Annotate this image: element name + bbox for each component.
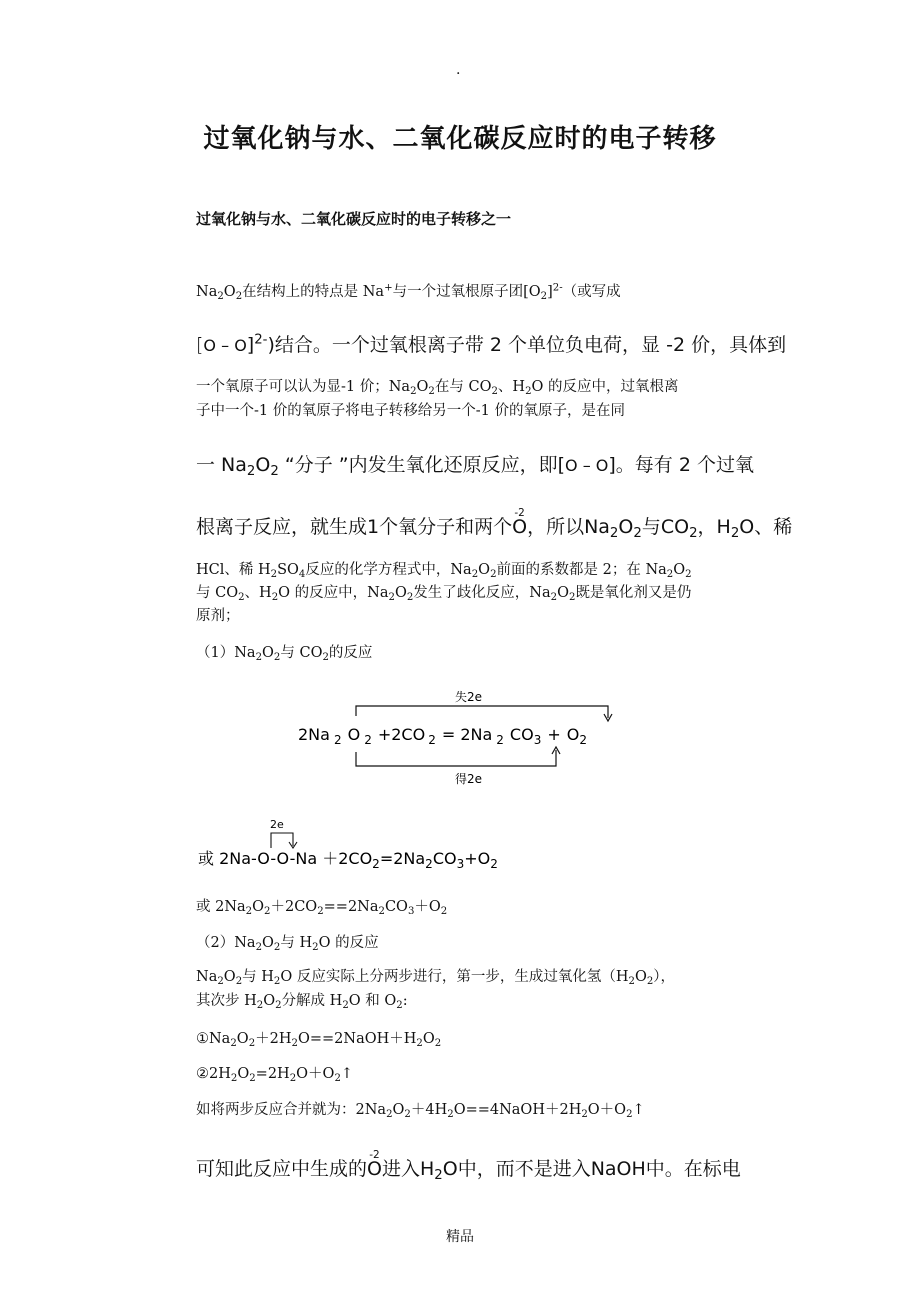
electron-transfer-equation bbox=[290, 688, 640, 788]
equation-line: 2Na $_2$ O $_2$ +2CO $_2$ = 2Na $_2$ $CO_3 + O_2$ bbox=[298, 725, 587, 747]
page-footer: 精品 bbox=[446, 1229, 474, 1245]
bracket-right-icon: ] bbox=[246, 334, 255, 356]
lose-electron-bracket bbox=[356, 706, 608, 718]
section-subtitle: 过氧化钠与水、二氧化碳反应时的电子转移之一 bbox=[196, 210, 512, 228]
paragraph-oxygen-valence: 一个氧原子可以认为显-1 价；$Na_2O_2$在与 $CO_2$、$H_2O$ 的反应中，过氧根离 bbox=[196, 379, 679, 398]
two-electron-label: 2e bbox=[270, 818, 284, 831]
equation-combined: 如将两步反应合并就为：$2Na_2O_2+4H_2O==4NaOH+2H_2O+O_2↑$ bbox=[196, 1102, 645, 1121]
equation-step-1: $①Na_2O_2+2H_2O==2NaOH+H_2O_2$ bbox=[196, 1031, 442, 1050]
bracket-right-icon: ] bbox=[608, 454, 616, 476]
gain-electron-bracket bbox=[356, 750, 556, 766]
section-co2-reaction: $(1)Na_2O_2$与 $CO_2$的反应 bbox=[196, 645, 373, 664]
lose-electron-label: 失2e bbox=[455, 690, 483, 704]
paragraph-electron-transfer: 子中一个-1 价的氧原子将电子转移给另一个-1 价的氧原子，是在同 bbox=[196, 403, 625, 419]
paragraph-peroxide-charge: [O – O]$^{2-}$)结合。一个过氧根离子带 2 个单位负电荷，显 -2 价，具体到 bbox=[196, 332, 787, 356]
peroxide-bond-equation bbox=[196, 816, 536, 876]
transfer-bracket bbox=[271, 833, 293, 848]
paragraph-disproportionation: 与 $CO_2$、$H_2O$ 的反应中，$Na_2O_2$发生了歧化反应，$Na_2O_2$既是氧化剂又是仍 bbox=[196, 585, 692, 604]
page-title: 过氧化钠与水、二氧化碳反应时的电子转移 bbox=[203, 124, 717, 154]
paragraph-redox: 一 $Na_2O_2$ “分子 ”内发生氧化还原反应，即[O – O]。每有 2 个过氧 bbox=[196, 454, 754, 479]
equation-plain: 或 $2Na_2O_2+2CO_2==2Na_2CO_3+O_2$ bbox=[196, 899, 448, 918]
paragraph-structure: $Na_2O_2$在结构上的特点是 Na+与一个过氧根原子团$[O_2]^{2-}$（或写成 bbox=[196, 282, 621, 303]
equation-line: 或 $2Na-O-O-Na +2CO_2=2Na_2CO_3+O_2$ bbox=[198, 849, 498, 871]
bracket-left-icon: [ bbox=[557, 454, 566, 476]
bracket-left-icon: [ bbox=[196, 334, 204, 356]
paragraph-second-step: 其次步 $H_2O_2$分解成 $H_2O$ 和 $O_2$: bbox=[196, 993, 408, 1012]
paragraph-two-steps: $Na_2O_2$与 $H_2O$ 反应实际上分两步进行，第一步，生成过氧化氢$(H_2O_2)$， bbox=[196, 969, 676, 988]
paragraph-reducer: 原剂； bbox=[196, 608, 240, 624]
header-dot: . bbox=[456, 62, 461, 78]
section-h2o-reaction: $(2)Na_2O_2$与 $H_2O$ 的反应 bbox=[196, 935, 379, 954]
equation-step-2: $②2H_2O_2=2H_2O+O_2↑$ bbox=[196, 1066, 354, 1085]
gain-electron-label: 得2e bbox=[455, 772, 483, 786]
paragraph-coefficient: HCl、稀 $H_2SO_4$反应的化学方程式中，$Na_2O_2$前面的系数都是 2；在 $Na_2O_2$ bbox=[196, 562, 692, 581]
paragraph-conclusion: 可知此反应中生成的 -2 O进入$H_2O$中，而不是进入NaOH中。在标电 bbox=[196, 1149, 741, 1183]
paragraph-oxygen-molecule: 根离子反应，就生成1个氧分子和两个 -2 O，所以$Na_2O_2$与$CO_2$，$H_2O$、稀 bbox=[196, 507, 793, 541]
